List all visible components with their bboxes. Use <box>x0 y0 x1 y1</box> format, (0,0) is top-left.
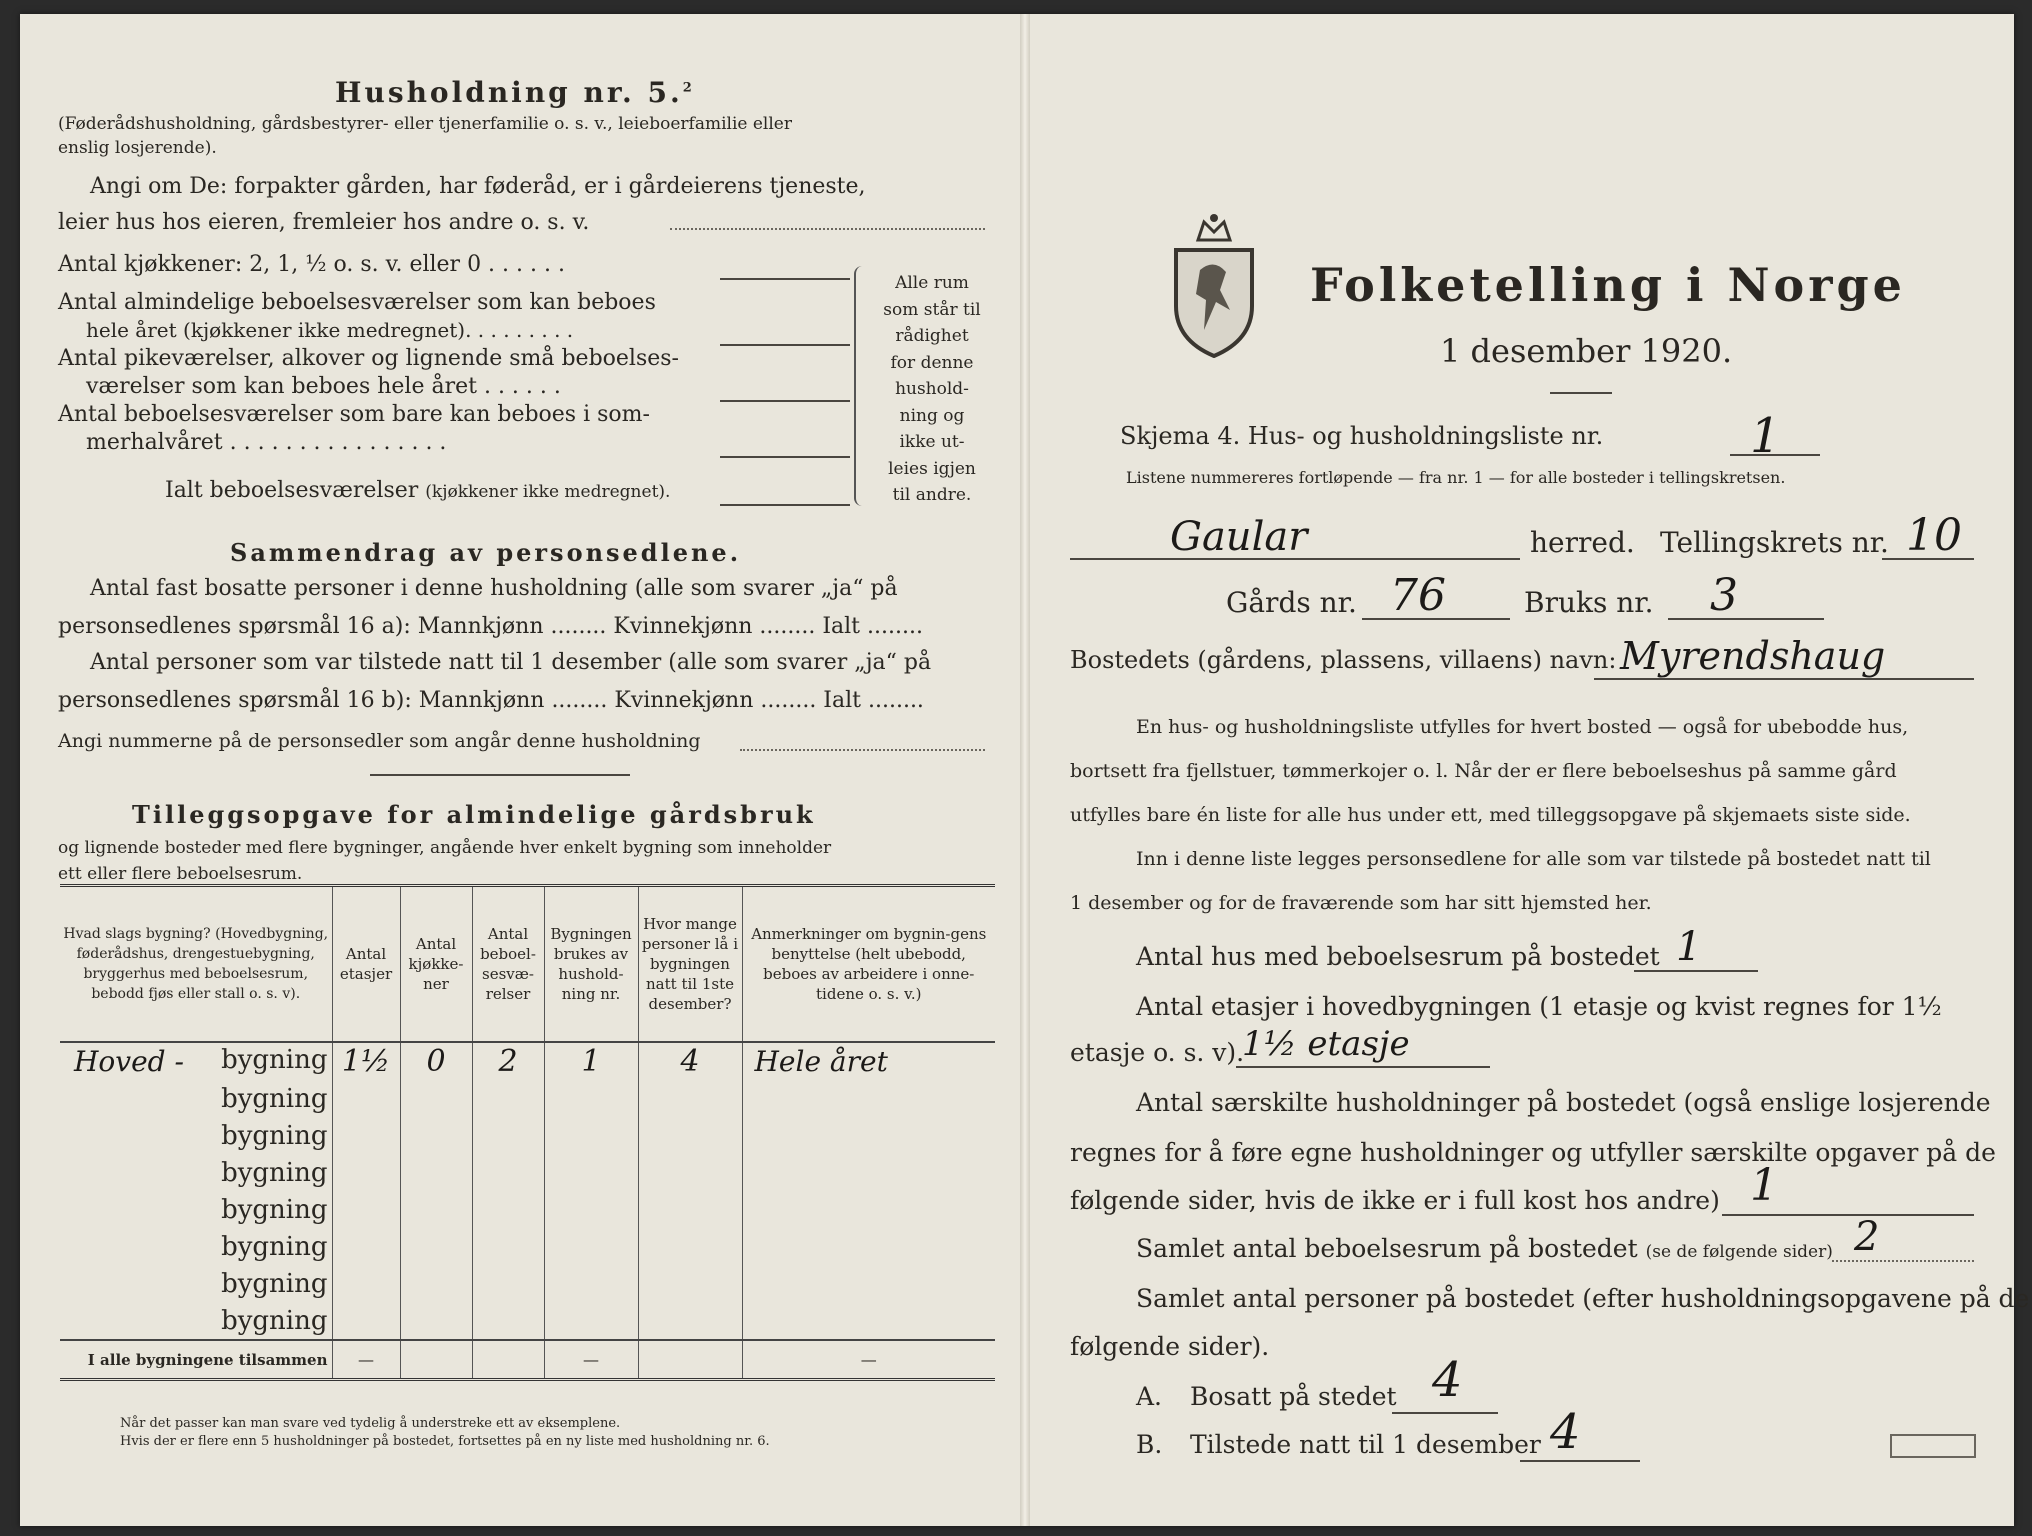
footnote-1: Når det passer kan man svare ved tydelig å understreke ett av eksemplene. <box>120 1416 621 1431</box>
gards-fill <box>1362 618 1510 620</box>
tillegg-line-1: og lignende bosteder med flere bygninger, angående hver enkelt bygning som inneholder <box>58 838 832 858</box>
form-date: 1 desember 1920. <box>1440 332 1733 370</box>
hush-line-2: regnes for å føre egne husholdninger og utfyller særskilte opgaver på de <box>1070 1138 1996 1167</box>
info-line-3: utfylles bare én liste for alle hus under ett, med tilleggsopgave på skjemaets siste side. <box>1070 804 1911 826</box>
row-prefix: Hoved - <box>74 1045 184 1078</box>
brace <box>854 266 870 506</box>
krets-value: 10 <box>1906 510 1962 561</box>
header-personer: Hvor mange personer lå i bygningen natt til 1ste desember? <box>638 886 742 1043</box>
table-row: bygning <box>60 1265 995 1302</box>
gards-value: 76 <box>1390 570 1446 621</box>
samm-line-1: Antal fast bosatte personer i denne husholdning (alle som svarer „ja“ på <box>90 576 898 601</box>
table-row <box>60 1042 995 1080</box>
separator <box>370 774 630 776</box>
samlet-rum-fill <box>1832 1260 1974 1262</box>
samlet-pers-line-1: Samlet antal personer på bostedet (efter husholdningsopgavene på de <box>1136 1284 2030 1313</box>
krets-fill <box>1882 558 1974 560</box>
row-label: bygning <box>221 1045 328 1075</box>
info-line-4: Inn i denne liste legges personsedlene for alle som var tilstede på bostedet natt til <box>1136 848 1931 870</box>
info-line-1: En hus- og husholdningsliste utfylles for hvert bosted — også for ubebodde hus, <box>1136 716 1909 738</box>
listene-note: Listene nummereres fortløpende — fra nr. 1 — for alle bosteder i tellingskretsen. <box>1126 468 1786 487</box>
table-row: bygning <box>60 1154 995 1191</box>
alm-line-1: Antal almindelige beboelsesværelser som kan beboes <box>58 290 656 315</box>
herred-label: herred. <box>1530 526 1635 559</box>
table-row: bygning <box>60 1228 995 1265</box>
gards-label: Gårds nr. <box>1226 586 1357 619</box>
brace-note: Alle rum som står til rådighet for denne hushold- ning og ikke ut- leies igjen til andre. <box>883 273 981 505</box>
hus-fill <box>1634 970 1758 972</box>
ialt-line: Ialt beboelsesværelser (kjøkkener ikke medregnet). <box>165 478 671 503</box>
tillegg-line-2: ett eller flere beboelsesrum. <box>58 864 303 884</box>
table-row: bygning <box>60 1302 995 1340</box>
buildings-table <box>60 884 995 1381</box>
pike-line-1: Antal pikeværelser, alkover og lignende små beboelses- <box>58 346 679 371</box>
page-fold <box>1020 14 1030 1526</box>
etasjer-line-1: Antal etasjer i hovedbygningen (1 etasje og kvist regnes for 1½ <box>1136 992 1942 1021</box>
cell-etasjer: 1½ <box>332 1042 400 1080</box>
tilstede-letter: B. <box>1136 1430 1163 1459</box>
hus-value: 1 <box>1676 924 1702 970</box>
hush-line-3: følgende sider, hvis de ikke er i full kost hos andre) <box>1070 1186 1720 1215</box>
samlet-rum-value: 2 <box>1854 1214 1880 1260</box>
angi-line-2: leier hus hos eieren, fremleier hos andre o. s. v. <box>58 210 590 235</box>
tilstede-label: Tilstede natt til 1 desember <box>1190 1430 1541 1459</box>
angi-fill <box>670 228 985 230</box>
krets-label: Tellingskrets nr. <box>1660 526 1889 559</box>
header-etasjer: Antal etasjer <box>332 886 400 1043</box>
som-line-2: merhalvåret . . . . . . . . . . . . . . . . <box>86 430 447 455</box>
kjokkener-line: Antal kjøkkener: 2, 1, ½ o. s. v. eller 0 . . . . . . <box>58 252 565 277</box>
tilstede-fill <box>1520 1460 1640 1462</box>
census-form-sheet <box>20 14 2030 1526</box>
pike-fill <box>720 400 850 402</box>
hush-fill <box>1722 1214 1974 1216</box>
bruks-label: Bruks nr. <box>1524 586 1654 619</box>
herred-fill <box>1070 558 1520 560</box>
som-line-1: Antal beboelsesværelser som bare kan beboes i som- <box>58 402 650 427</box>
norway-coat-of-arms <box>1170 210 1258 362</box>
table-total-row <box>60 1340 995 1380</box>
samm-line-5: Angi nummerne på de personsedler som angår denne husholdning <box>58 730 701 752</box>
info-line-2: bortsett fra fjellstuer, tømmerkojer o. l. Når der er flere beboelseshus på samme gård <box>1070 760 1897 782</box>
total-husholdning: — <box>544 1340 638 1380</box>
samm-fill <box>740 749 985 751</box>
household-title: Husholdning nr. 5.$^2$ <box>335 76 695 109</box>
pike-line-2: værelser som kan beboes hele året . . . . . . <box>86 374 561 399</box>
table-row: bygning <box>60 1080 995 1117</box>
samlet-rum-line: Samlet antal beboelsesrum på bostedet (se de følgende sider) <box>1136 1234 1833 1263</box>
skjema-number: 1 <box>1750 408 1781 464</box>
total-label: I alle bygningene tilsammen <box>60 1340 332 1380</box>
cell-husholdning: 1 <box>544 1042 638 1080</box>
etasjer-fill <box>1236 1066 1490 1068</box>
bosted-fill <box>1594 678 1974 680</box>
bosatt-label: Bosatt på stedet <box>1190 1382 1397 1411</box>
bruks-value: 3 <box>1710 570 1738 621</box>
printer-stamp <box>1890 1434 1976 1458</box>
intro-line-2: enslig losjerende). <box>58 138 217 158</box>
header-vaerelser: Antal beboel-sesvæ-relser <box>472 886 544 1043</box>
bruks-fill <box>1668 618 1824 620</box>
intro-line-1: (Føderådshusholdning, gårdsbestyrer- eller tjenerfamilie o. s. v., leieboerfamilie eller <box>58 114 792 134</box>
bosted-label: Bostedets (gårdens, plassens, villaens) navn: <box>1070 646 1617 674</box>
cell-vaerelser: 2 <box>472 1042 544 1080</box>
som-fill <box>720 456 850 458</box>
samm-line-4: personsedlenes spørsmål 16 b): Mannkjønn ........ Kvinnekjønn ........ Ialt ........ <box>58 688 924 713</box>
total-etasjer: — <box>332 1340 400 1380</box>
tilstede-value: 4 <box>1550 1404 1581 1460</box>
hush-line-1: Antal særskilte husholdninger på bostedet (også enslige losjerende <box>1136 1088 1991 1117</box>
etasjer-line-2: etasje o. s. v). <box>1070 1038 1245 1067</box>
bosatt-fill <box>1392 1412 1498 1414</box>
samm-line-2: personsedlenes spørsmål 16 a): Mannkjønn ........ Kvinnekjønn ........ Ialt ........ <box>58 614 923 639</box>
hush-value: 1 <box>1750 1160 1778 1211</box>
angi-line-1: Angi om De: forpakter gården, har føderåd, er i gårdeierens tjeneste, <box>90 174 866 199</box>
header-kjokkener: Antal kjøkke-ner <box>400 886 472 1043</box>
bosted-value: Myrendshaug <box>1620 634 1886 678</box>
info-line-5: 1 desember og for de fraværende som har sitt hjemsted her. <box>1070 892 1652 914</box>
alm-fill <box>720 344 850 346</box>
hus-label: Antal hus med beboelsesrum på bostedet <box>1136 942 1660 971</box>
bosatt-value: 4 <box>1432 1352 1463 1408</box>
bosatt-letter: A. <box>1136 1382 1163 1411</box>
cell-kjokkener: 0 <box>400 1042 472 1080</box>
title-separator <box>1550 392 1612 394</box>
table-row: bygning <box>60 1191 995 1228</box>
skjema-line: Skjema 4. Hus- og husholdningsliste nr. <box>1120 422 1604 450</box>
samlet-pers-line-2: følgende sider). <box>1070 1332 1270 1361</box>
header-bygning: Hvad slags bygning? (Hovedbygning, føderådshus, drengestuebygning, bryggerhus med beboelsesrum, bebodd fjøs eller stall o. s. v). <box>60 886 332 1043</box>
tillegg-title: Tilleggsopgave for almindelige gårdsbruk <box>132 800 816 829</box>
footnote-2: Hvis der er flere enn 5 husholdninger på bostedet, fortsettes på en ny liste med husholdning nr. 6. <box>120 1434 770 1449</box>
samm-line-3: Antal personer som var tilstede natt til 1 desember (alle som svarer „ja“ på <box>90 650 932 675</box>
header-anmerkninger: Anmerkninger om bygnin-gens benyttelse (helt ubebodd, beboes av arbeidere i onne-tidene o. s. v.) <box>742 886 995 1043</box>
header-husholdning: Bygningen brukes av hushold-ning nr. <box>544 886 638 1043</box>
sammendrag-title: Sammendrag av personsedlene. <box>230 538 742 567</box>
herred-value: Gaular <box>1170 514 1308 560</box>
cell-personer: 4 <box>638 1042 742 1080</box>
etasjer-value: 1½ etasje <box>1242 1024 1410 1064</box>
ialt-fill <box>720 504 850 506</box>
total-anmerkninger: — <box>742 1340 995 1380</box>
skjema-fill <box>1730 454 1820 456</box>
form-title: Folketelling i Norge <box>1310 258 1906 312</box>
alm-line-2: hele året (kjøkkener ikke medregnet). . . . . . . . . <box>86 318 574 342</box>
cell-anmerkninger: Hele året <box>742 1042 995 1080</box>
kjokkener-fill <box>720 278 850 280</box>
table-row: bygning <box>60 1117 995 1154</box>
